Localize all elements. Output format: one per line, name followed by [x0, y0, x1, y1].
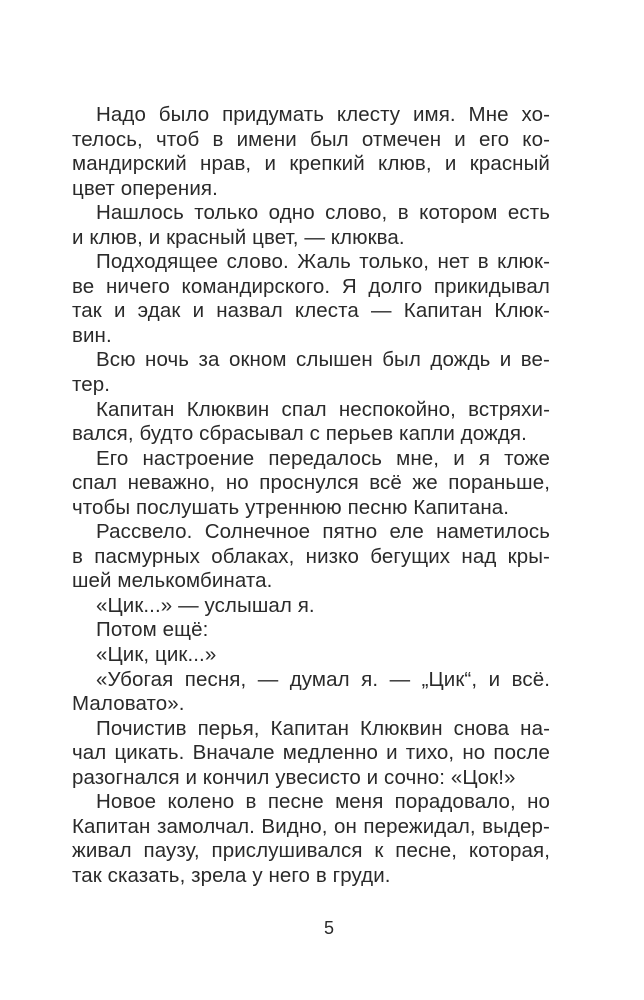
text-line: чтобы послушать утреннюю песню Капитана.	[72, 495, 510, 519]
paragraph-first-line: «Цик...» — услышал я.	[96, 593, 315, 617]
text-line: разогнался и кончил увесисто и сочно: «Цок!»	[72, 765, 516, 789]
text-line: шей мелькомбината.	[72, 569, 273, 593]
body-text	[72, 103, 550, 889]
text-line: чал цикать. Вначале медленно и тихо, но после	[72, 741, 550, 765]
text-line: мандирский нрав, и крепкий клюв, и красный	[72, 152, 550, 176]
paragraph-first-line: Нашлось только одно слово, в котором есть	[96, 201, 550, 225]
text-line: так сказать, зрела у него в груди.	[72, 863, 391, 887]
text-line: цвет оперения.	[72, 176, 218, 200]
text-line: телось, чтоб в имени был отмечен и его ко-	[72, 127, 550, 151]
page-number: 5	[323, 918, 334, 938]
text-line: ве ничего командирского. Я долго прикидывал	[72, 274, 550, 298]
text-line: живал паузу, прислушивался к песне, которая,	[72, 839, 550, 863]
paragraph-first-line: «Цик, цик...»	[96, 643, 217, 667]
text-line: спал неважно, но проснулся всё же пораньше,	[72, 471, 550, 495]
paragraph-first-line: «Убогая песня, — думал я. — „Цик“, и всё.	[96, 667, 550, 691]
text-line: Капитан замолчал. Видно, он пережидал, выдер-	[72, 814, 550, 838]
text-line: Маловато».	[72, 692, 185, 716]
paragraph-first-line: Подходящее слово. Жаль только, нет в клюк-	[96, 250, 550, 274]
paragraph-first-line: Рассвело. Солнечное пятно еле наметилось	[96, 520, 550, 544]
paragraph-first-line: Новое колено в песне меня порадовало, но	[96, 790, 550, 814]
text-line: вался, будто сбрасывал с перьев капли дождя.	[72, 422, 527, 446]
text-line: так и эдак и назвал клеста — Капитан Клюк-	[72, 299, 550, 323]
paragraph-first-line: Потом ещё:	[96, 618, 209, 642]
text-line: тер.	[72, 373, 111, 397]
paragraph-first-line: Надо было придумать клесту имя. Мне хо-	[96, 103, 550, 126]
paragraph-first-line: Всю ночь за окном слышен был дождь и ве-	[96, 348, 550, 372]
text-line: в пасмурных облаках, низко бегущих над кры-	[72, 544, 550, 568]
text-line: вин.	[72, 323, 112, 347]
paragraph-first-line: Почистив перья, Капитан Клюквин снова на-	[96, 716, 550, 740]
paragraph-first-line: Его настроение передалось мне, и я тоже	[96, 446, 550, 470]
paragraph-first-line: Капитан Клюквин спал неспокойно, встряхи-	[96, 397, 550, 421]
text-line: и клюв, и красный цвет, — клюква.	[72, 225, 405, 249]
